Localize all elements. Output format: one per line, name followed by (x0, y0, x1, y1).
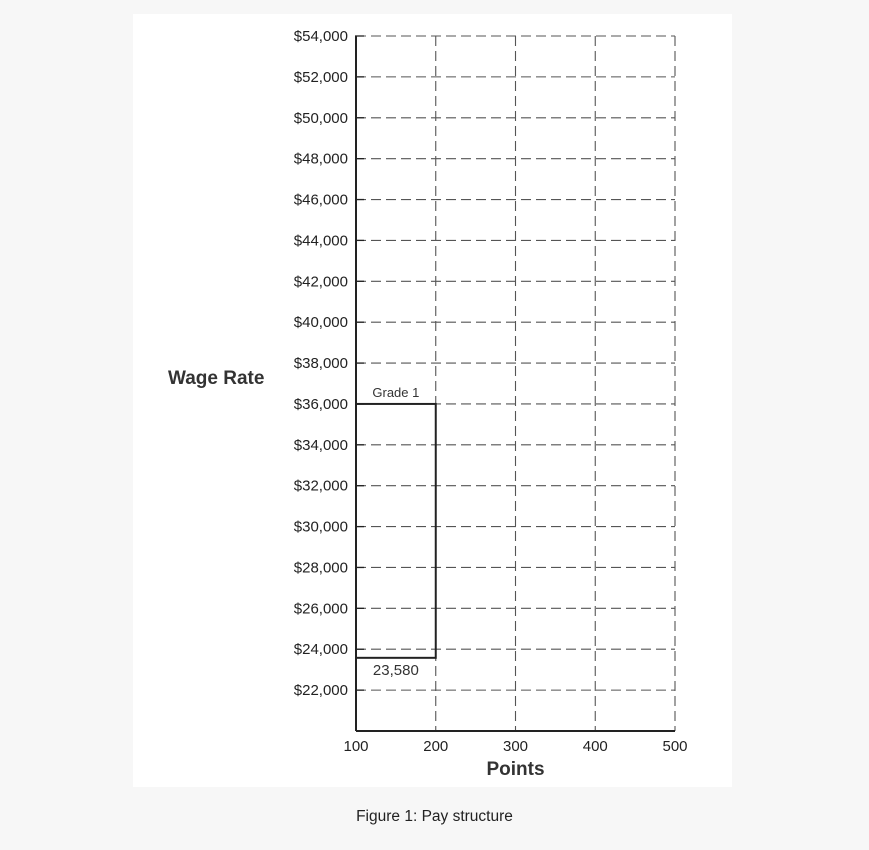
y-tick-label-48000: $48,000 (293, 150, 348, 168)
y-tick-label-42000: $42,000 (293, 273, 348, 291)
grade-1-label: Grade 1 (372, 384, 420, 400)
figure-caption: Figure 1: Pay structure (356, 808, 513, 825)
x-tick-label-300: 300 (502, 738, 529, 755)
x-tick-label-500: 500 (662, 738, 688, 755)
y-tick-label-38000: $38,000 (293, 355, 348, 373)
y-tick-label-44000: $44,000 (293, 232, 348, 250)
y-tick-label-46000: $46,000 (293, 191, 348, 209)
pay-structure-chart (133, 14, 732, 787)
y-tick-label-32000: $32,000 (293, 477, 348, 495)
y-tick-label-54000: $54,000 (293, 28, 348, 45)
y-tick-label-26000: $26,000 (293, 600, 348, 618)
chart-panel (133, 14, 732, 787)
y-tick-label-52000: $52,000 (293, 68, 348, 86)
x-tick-label-100: 100 (343, 738, 369, 755)
y-tick-label-40000: $40,000 (293, 314, 348, 332)
y-tick-label-30000: $30,000 (293, 518, 348, 536)
x-tick-label-400: 400 (582, 738, 608, 755)
grade-1-min-label: 23,580 (372, 661, 419, 679)
y-tick-label-28000: $28,000 (293, 559, 348, 577)
y-tick-label-34000: $34,000 (293, 436, 348, 454)
grade-box-1 (356, 404, 436, 658)
y-tick-label-22000: $22,000 (293, 682, 348, 700)
y-axis-title: Wage Rate (168, 368, 265, 389)
grid-layer (356, 36, 675, 731)
y-tick-label-50000: $50,000 (293, 109, 348, 127)
grade-box-layer (356, 404, 436, 658)
y-tick-label-24000: $24,000 (293, 641, 348, 659)
y-tick-label-36000: $36,000 (293, 395, 348, 413)
x-tick-label-200: 200 (423, 738, 449, 755)
x-axis-title: Points (486, 759, 545, 780)
